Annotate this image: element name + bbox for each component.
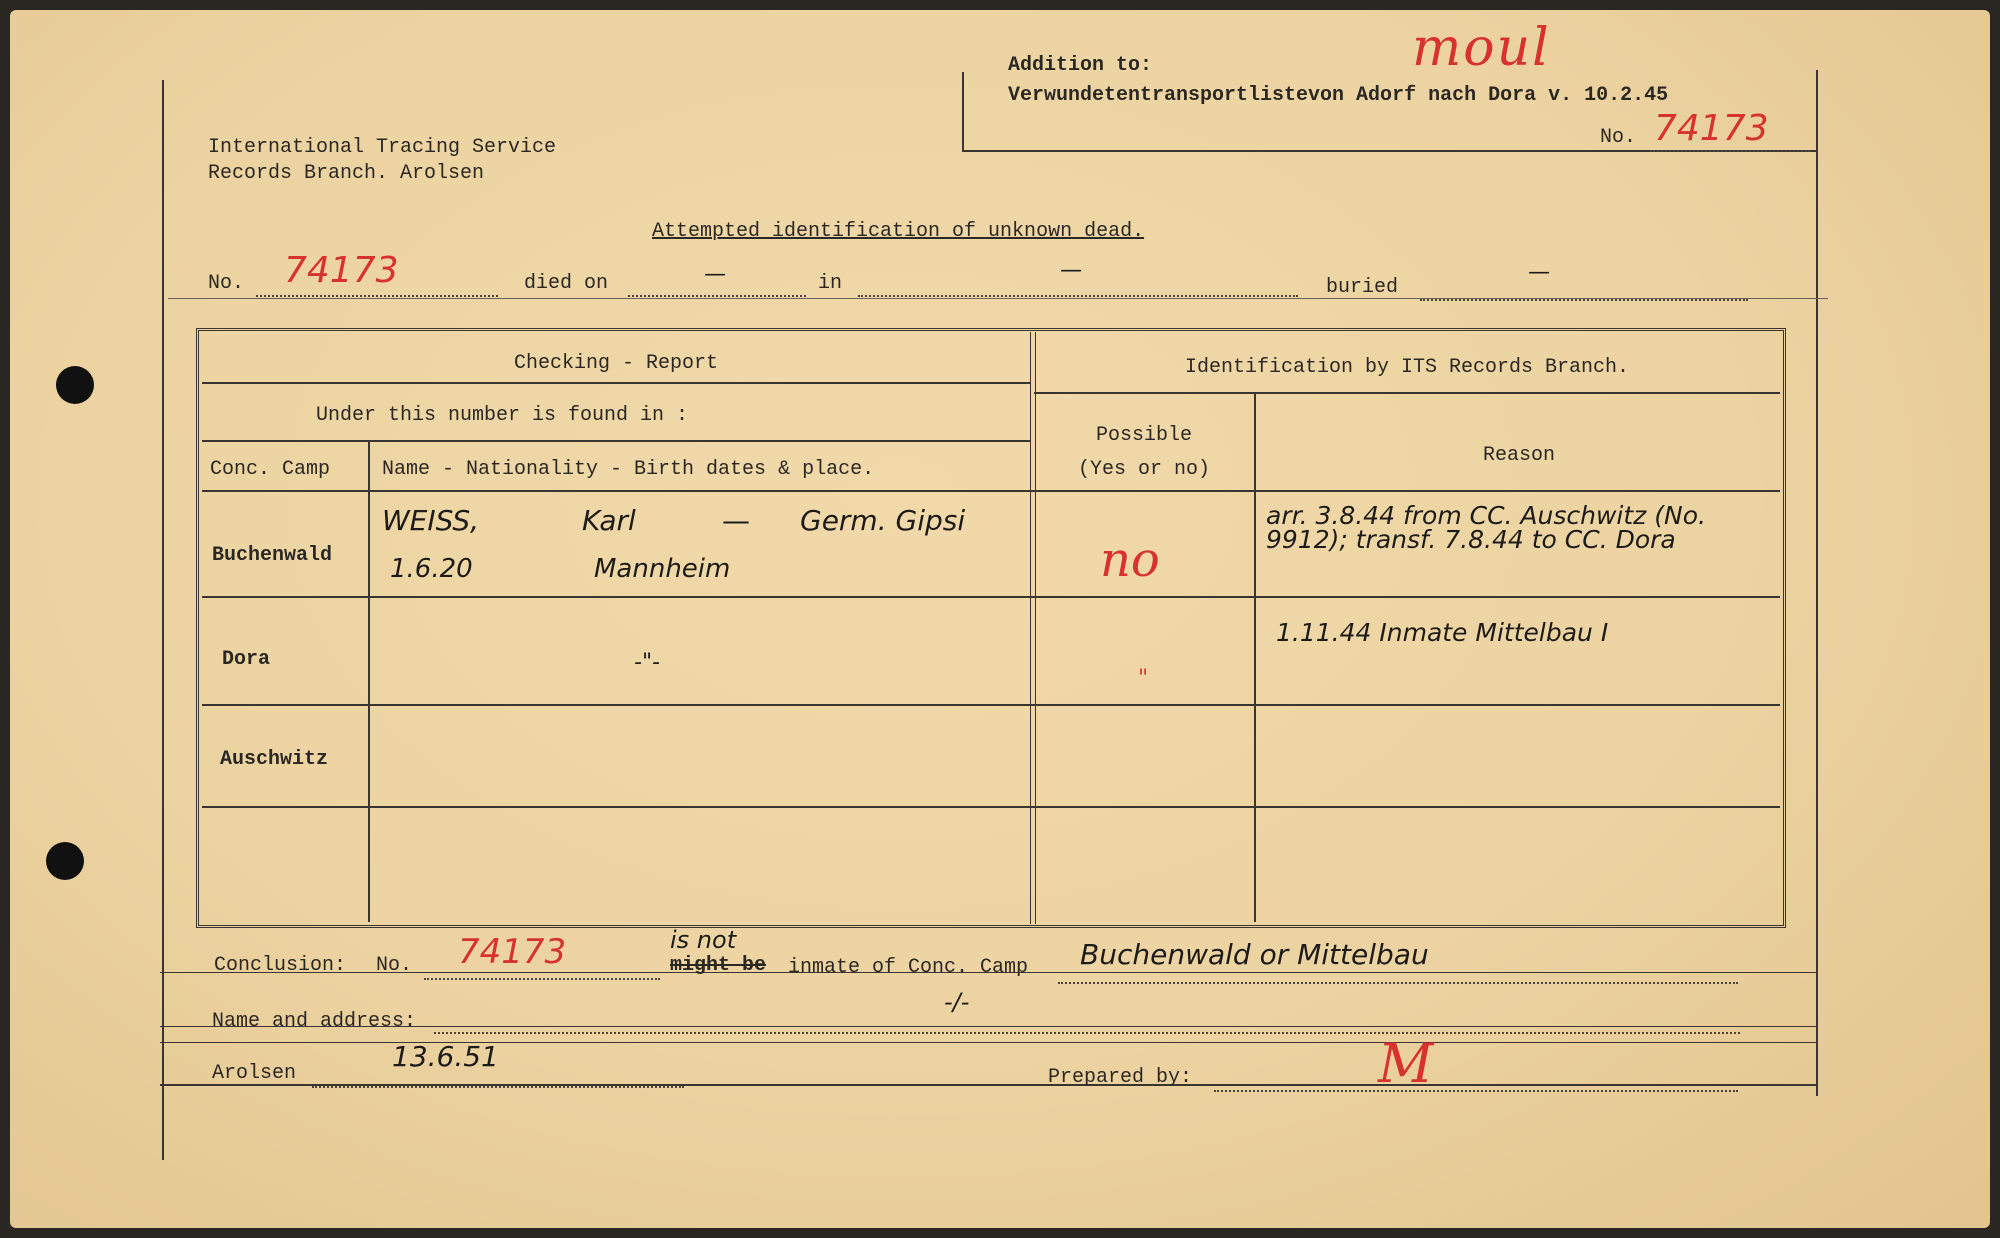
in-dots [858, 295, 1298, 297]
table-divider-camp [368, 442, 370, 922]
row2-name: -"- [634, 650, 660, 675]
row1-nationality: Germ. Gipsi [800, 504, 966, 537]
row2-camp: Dora [222, 648, 271, 671]
document-card [10, 10, 1990, 1228]
prepared-by-value: M [1378, 1032, 1434, 1095]
conclusion-no-label: No. [376, 954, 413, 977]
right-margin-line [1816, 70, 1818, 1096]
conclusion-is-not: is not [670, 926, 737, 954]
row1-firstname: Karl [582, 504, 636, 537]
conclusion-camp-dots [1058, 982, 1738, 984]
conclusion-might-be: might be [670, 954, 767, 977]
red-scribble: moul [1412, 18, 1551, 78]
header-no-label: No. [1600, 126, 1637, 149]
row1-birthdate: 1.6.20 [390, 554, 473, 584]
row2-reason: 1.11.44 Inmate Mittelbau I [1276, 618, 1609, 647]
conclusion-no-value: 74173 [458, 932, 567, 972]
org-line-1: International Tracing Service [208, 136, 557, 159]
table-row-line-6 [202, 806, 1780, 808]
col-possible-header-2: (Yes or no) [1077, 458, 1211, 481]
arolsen-dots [312, 1086, 684, 1088]
footer-date-value: 13.6.51 [392, 1040, 499, 1073]
died-on-label: died on [524, 272, 609, 295]
punch-hole-top [56, 366, 94, 404]
row1-camp: Buchenwald [212, 544, 333, 567]
table-row-line-1b [1034, 392, 1780, 394]
table-row-line-4 [202, 596, 1780, 598]
checking-report-header: Checking - Report [513, 352, 719, 375]
buried-label: buried [1326, 276, 1399, 299]
buried-dots [1420, 299, 1748, 301]
prepared-by-dots [1214, 1090, 1738, 1092]
left-margin-line [162, 80, 164, 1160]
table-divider-main [1030, 332, 1036, 924]
addition-box-left [962, 72, 964, 152]
row1-birthplace: Mannheim [594, 554, 731, 584]
in-label: in [818, 272, 843, 295]
name-address-dots [434, 1032, 1740, 1034]
col-possible-header-1: Possible [1095, 424, 1192, 447]
header-no-dots [1650, 150, 1810, 152]
table-divider-possible [1254, 394, 1256, 922]
row1-surname: WEISS, [382, 504, 480, 537]
org-line-2: Records Branch. Arolsen [208, 162, 485, 185]
header-no-value: 74173 [1654, 108, 1769, 149]
row1-dash: — [722, 504, 750, 537]
died-on-dots [628, 295, 806, 297]
row1-reason: arr. 3.8.44 from CC. Auschwitz (No. 9912); transf. 7.8.44 to CC. Dora [1266, 501, 1706, 554]
addition-label: Addition to: [1008, 54, 1153, 77]
in-value: — [1060, 258, 1082, 283]
col-name-header: Name - Nationality - Birth dates & place. [382, 458, 875, 481]
record-no-dots [256, 295, 498, 297]
table-row-line-1 [202, 382, 1030, 384]
conclusion-inmate-text: inmate of Conc. Camp [788, 956, 1029, 979]
conclusion-no-dots [424, 978, 660, 980]
conclusion-label: Conclusion: [214, 954, 347, 977]
conclusion-camp-value: Buchenwald or Mittelbau [1080, 938, 1429, 971]
row3-camp: Auschwitz [220, 748, 329, 771]
record-no-value: 74173 [284, 250, 399, 291]
identification-header: Identification by ITS Records Branch. [1184, 356, 1630, 379]
prepared-by-label: Prepared by: [1048, 1066, 1193, 1089]
name-address-value: -/- [944, 988, 970, 1016]
col-camp-header: Conc. Camp [210, 458, 331, 481]
arolsen-label: Arolsen [212, 1062, 297, 1085]
page-title: Attempted identification of unknown dead. [652, 220, 1145, 243]
row2-possible: " [1138, 666, 1149, 691]
table-row-line-2 [202, 440, 1030, 442]
table-row-line-3 [202, 490, 1780, 492]
transport-list-text: Verwundetentransportlistevon Adorf nach Dora v. 10.2.45 [1008, 84, 1669, 107]
record-no-label: No. [208, 272, 245, 295]
row1-possible: no [1100, 532, 1160, 588]
table-row-line-5 [202, 704, 1780, 706]
died-on-value: — [704, 262, 726, 287]
buried-value: — [1528, 260, 1550, 285]
punch-hole-bottom [46, 842, 84, 880]
found-in-label: Under this number is found in : [315, 404, 689, 427]
col-reason-header: Reason [1482, 444, 1555, 467]
name-address-label: Name and address: [212, 1010, 417, 1033]
